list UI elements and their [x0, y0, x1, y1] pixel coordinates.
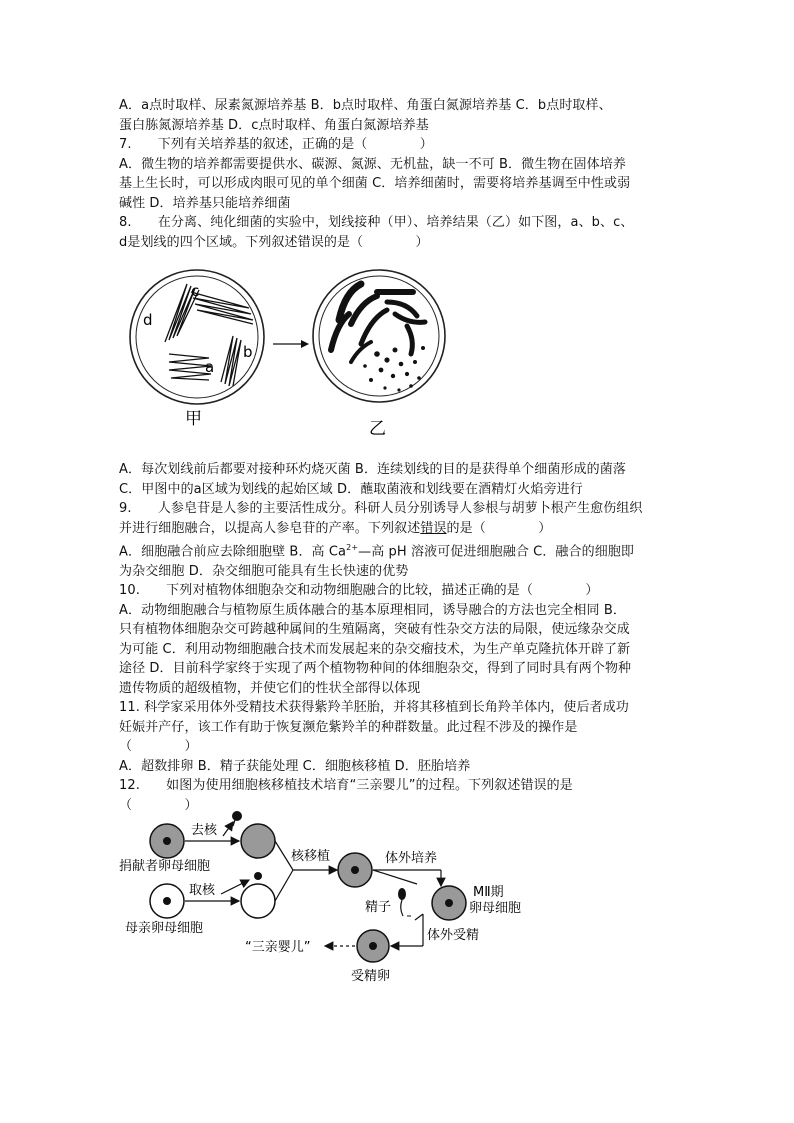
q9-line-2-text: 并进行细胞融合，以提高人参皂苷的产率。下列叙述 — [119, 520, 421, 536]
q9-line-3-tail: —高 pH 溶液可促进细胞融合 C．融合的细胞即 — [358, 544, 635, 560]
question-block-8-9 — [119, 460, 679, 519]
three-parent-baby-figure — [115, 804, 535, 989]
text-line: A．每次划线前后都要对接种环灼烧灭菌 B．连续划线的目的是获得单个细菌形成的菌落 — [119, 462, 626, 477]
label-yi: 乙 — [369, 419, 386, 439]
mii-nucleus — [445, 899, 453, 907]
text-line: 妊娠并产仔，该工作有助于恢复濒危紫羚羊的种群数量。此过程不涉及的操作是 — [119, 719, 578, 735]
process-arrow-head — [301, 340, 309, 348]
zygote-nucleus — [369, 942, 377, 950]
text-line: （ ） — [119, 797, 198, 813]
text-line: A．a点时取样、尿素氮源培养基 B．b点时取样、角蛋白氮源培养基 C．b点时取样、 — [119, 98, 612, 113]
q9-line-3-text: A．细胞融合前应去除细胞壁 B．高 Ca — [119, 544, 347, 560]
mother-nucleus — [163, 897, 171, 905]
calcium-charge: 2+ — [346, 543, 359, 552]
extracted-nucleus — [254, 872, 262, 880]
streak-plate-figure — [125, 262, 455, 442]
three-parent-baby-label: “三亲婴儿” — [245, 940, 311, 955]
zone-label-d: d — [143, 311, 153, 329]
text-line: 为可能 C．利用动物细胞融合技术而发展起来的杂交瘤技术，为生产单克隆抗体开辟了新 — [119, 641, 631, 657]
text-line: 碱性 D．培养基只能培养细菌 — [119, 195, 291, 211]
text-line: 8. 在分离、纯化细菌的实验中，划线接种（甲）、培养结果（乙）如下图，a、b、c、 — [119, 215, 634, 230]
merge-line-bottom — [275, 870, 293, 901]
label-jia: 甲 — [185, 409, 202, 429]
text-line: 为杂交细胞 D．杂交细胞可能具有生长快速的优势 — [119, 563, 409, 579]
removed-nucleus-tail — [233, 820, 235, 826]
text-line: 基上生长时，可以形成肉眼可见的单个细菌 C．培养细菌时，需要将培养基调至中性或弱 — [119, 176, 631, 191]
take-nucleus-label: 取核 — [189, 883, 216, 898]
text-line: 7. 下列有关培养基的叙述，正确的是（ ） — [119, 137, 433, 152]
text-line: 10. 下列对植物体细胞杂交和动物细胞融合的比较，描述正确的是（ ） — [119, 583, 599, 599]
removed-nucleus — [232, 811, 242, 821]
sperm-label: 精子 — [365, 900, 392, 915]
text-line: 9. 人参皂苷是人参的主要活性成分。科研人员分别诱导人参根与胡萝卜根产生愈伤组织 — [119, 501, 643, 516]
mii-label-1: MⅡ期 — [473, 885, 504, 900]
zone-label-a: a — [205, 358, 215, 376]
reconstructed-nucleus — [351, 866, 359, 874]
mother-oocyte-label: 母亲卵母细胞 — [125, 921, 204, 936]
in-vitro-culture-label: 体外培养 — [385, 851, 438, 866]
donor-oocyte-label: 捐献者卵母细胞 — [119, 859, 211, 874]
q9-line-2-tail: 的是（ ） — [446, 520, 552, 536]
text-line: A．动物细胞融合与植物原生质体融合的基本原理相同，诱导融合的方法也完全相同 B． — [119, 602, 626, 618]
text-line: 遗传物质的超级植物，并使它们的性状全部得以体现 — [119, 680, 421, 696]
nuclear-transfer-label: 核移植 — [291, 849, 331, 864]
text-line: 只有植物体细胞杂交可跨越种属间的生殖隔离，突破有性杂交方法的局限，使远缘杂交成 — [119, 622, 630, 638]
nucleus-removed-cell — [241, 884, 275, 918]
donor-nucleus — [163, 837, 171, 845]
text-line: 11. 科学家采用体外受精技术获得紫羚羊胚胎，并将其移植到长角羚羊体内，使后者成功 — [119, 700, 629, 716]
zone-label-b: b — [243, 343, 253, 361]
text-block-8-12 — [119, 460, 679, 815]
text-line: 途径 D．目前科学家终于实现了两个植物物种间的体细胞杂交，得到了同时具有两个物种 — [119, 661, 632, 677]
enucleated-oocyte — [241, 824, 275, 858]
question-block-6-8 — [119, 96, 679, 252]
text-line: C．甲图中的a区域为划线的起始区域 D．蘸取菌液和划线要在酒精灯火焰旁进行 — [119, 481, 583, 497]
ivf-label: 体外受精 — [427, 928, 480, 943]
text-line: d是划线的四个区域。下列叙述错误的是（ ） — [119, 234, 429, 250]
mii-label-2: 卵母细胞 — [469, 901, 522, 916]
text-line: 蛋白胨氮源培养基 D．c点时取样、角蛋白氮源培养基 — [119, 117, 429, 133]
text-line: A．超数排卵 B．精子获能处理 C．细胞核移植 D．胚胎培养 — [119, 758, 471, 774]
text-line: A．微生物的培养都需要提供水、碳源、氮源、无机盐，缺一不可 B．微生物在固体培养 — [119, 156, 626, 172]
sperm-head — [398, 888, 406, 900]
removed-nucleus-arrow — [223, 822, 233, 836]
ivf-line-1 — [415, 914, 423, 920]
document-page — [119, 96, 679, 252]
zone-label-c: c — [191, 282, 200, 300]
in-vitro-culture-arrow — [373, 870, 417, 884]
q9-line-3 — [119, 538, 679, 562]
q9-underlined-word: 错误 — [420, 520, 447, 536]
remove-nucleus-label: 去核 — [191, 823, 218, 838]
zygote-label: 受精卵 — [351, 969, 391, 984]
sperm-tail — [401, 900, 403, 916]
question-block-9-12 — [119, 562, 679, 816]
text-line: 12. 如图为使用细胞核移植技术培育“三亲婴儿”的过程。下列叙述错误的是 — [119, 778, 573, 794]
text-line: （ ） — [119, 739, 198, 755]
q9-line-2 — [119, 519, 679, 539]
